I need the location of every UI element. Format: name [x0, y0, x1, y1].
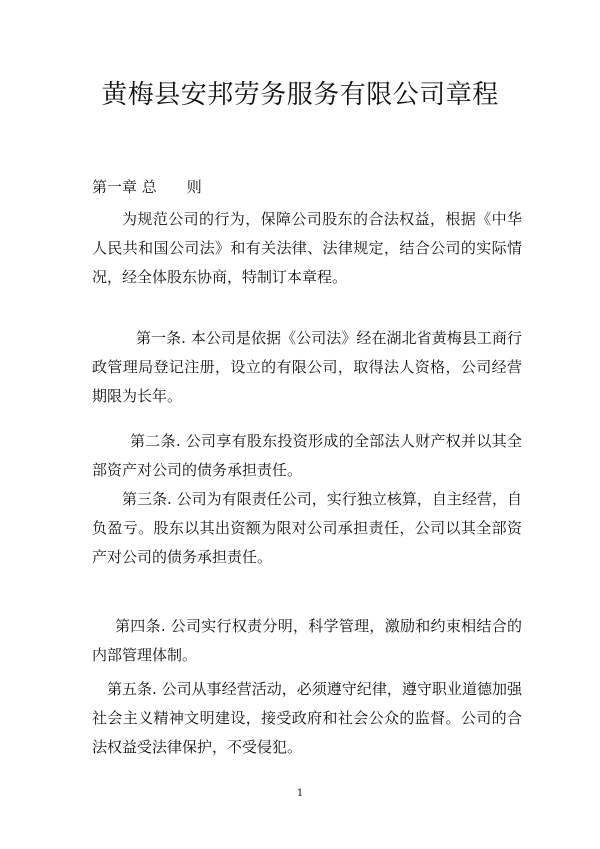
article-3: 第三条. 公司为有限责任公司，实行独立核算，自主经营，自负盈亏。股东以其出资额为限对公司承担责任，公司以其全部资产对公司的债务承担责任。: [92, 490, 522, 566]
article-1: 第一条. 本公司是依据《公司法》经在湖北省黄梅县工商行政管理局登记注册，设立的有限公司，取得法人资格，公司经营期限为长年。: [92, 329, 522, 405]
document-title: 黄梅县安邦劳务服务有限公司章程: [101, 80, 499, 110]
chapter-heading: 第一章 总 则: [92, 178, 202, 196]
article-5: 第五条. 公司从事经营活动，必须遵守纪律，遵守职业道德加强社会主义精神文明建设，接受政府和社会公众的监督。公司的合法权益受法律保护，不受侵犯。: [92, 680, 522, 756]
article-4: 第四条. 公司实行权责分明，科学管理，激励和约束相结合的内部管理体制。: [92, 617, 522, 664]
page-number: 1: [296, 788, 304, 799]
intro-paragraph: 为规范公司的行为，保障公司股东的合法权益，根据《中华人民共和国公司法》和有关法律、法律规定，结合公司的实际情况，经全体股东协商，特制订本章程。: [92, 210, 522, 286]
article-2: 第二条. 公司享有股东投资形成的全部法人财产权并以其全部资产对公司的债务承担责任。: [92, 432, 522, 479]
